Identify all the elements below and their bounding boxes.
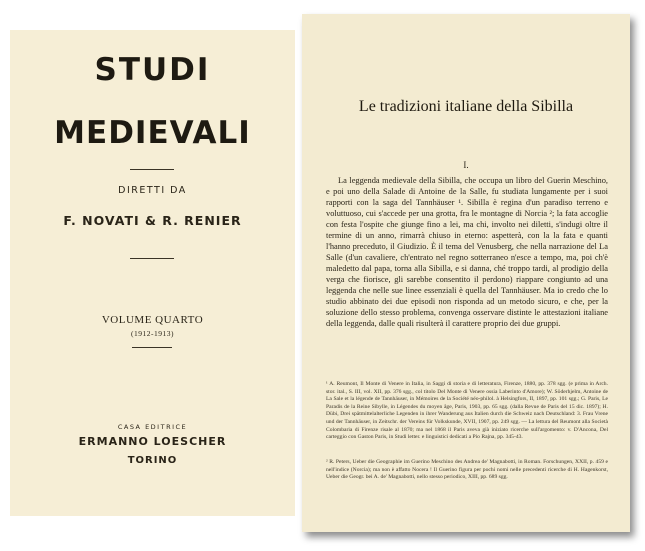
section-number: I. <box>463 160 469 170</box>
article-body-text: La leggenda medievale della Sibilla, che occupa un libro del Guerin Meschino, e poi uno della Salade di Antoine de la Salle, fu studiata lungamente per i suoi rapporti con la saga del Tannhäuser ¹. Sibilla è regina d'un paradiso terreno e voluttuoso, cui s'accede per una grotta, fra le montagne di Norcia ²; la fata accoglie con festa l'ospite che giunge fino a lei, ma chi, involto nei diletti, s'indugi oltre il termine di un anno, rimarrà chiuso in eterno: aspetterà, con la la fata e quanti l'hanno preceduto, il Giudizio. È il tema del Venusberg, che nella narrazione del La Salle (d'un cavaliere, ch'entrato nel regno sotterraneo n'esce a tempo, ma, poi ch'è maledetto dal papa, torna alla Sibilla, e si danna, ché troppo tardi, al prodigio della verga che fiorisce, gli sarebbe consentito il perdono) riappare congiunto ad una leggenda che nelle sue linee essenziali è quella del Tannhäuser. Ma io credo che lo studio abbinato dei due episodi non risponda ad un metodo sicuro, e che, per la soluzione dello stesso problema, convenga osservare distinte le attestazioni italiane della leggenda, dalle quali risulterà il carattere proprio dei due gruppi. <box>326 176 608 328</box>
divider <box>130 169 174 170</box>
title-page <box>10 30 295 516</box>
footnote-1: ¹ A. Reumont, Il Monte di Venere in Italia, in Saggi di storia e di letteratura, Firenze, 1880, pp. 378 sgg. (e prima in Arch. stor. ital., S. III, vol. XII, pp. 376 sgg., col titolo Del Monte di Venere ossia Laberinto d'Amore); W. Söderhjelm, Antoine de La Sale et la légende de Tannhäuser, in Mémoires de la Société néo-philol. à Helsingfors, II, 1897, pp. 101 sgg.; G. Paris, Le Paradis de la Reine Sibylle, in Légendes du moyen âge, Paris, 1903, pp. 65 sgg. (dalla Revue de Paris del 15 dic. 1897); H. Dübi, Drei spätmittelalterliche Legenden in ihrer Wanderung aus Italien durch die Schweiz nach Deutschland: 3. Frau Vrene und der Tannhäuser, in Zeitschr. der Vereins für Volkskunde, XVII, 1907, pp. 249 sgg. — La lettura del Reumont alla Società Colombaria di Firenze risale al 1870; ma nel 1868 il Paris aveva già iniziato ricerche sull'argomento: v. D'Ancona, Del carteggio con Gaston Paris, in Studi letter. e linguistici dedicati a Pio Rajna, pp. 345-43. <box>326 381 608 441</box>
article-page <box>302 14 630 532</box>
directed-by-label: DIRETTI DA <box>118 185 187 196</box>
publisher-label: CASA EDITRICE <box>117 423 188 431</box>
editors-names: F. NOVATI & R. RENIER <box>63 213 242 228</box>
publisher-name: ERMANNO LOESCHER <box>78 435 227 448</box>
divider <box>130 258 174 259</box>
journal-title-line-1: STUDI <box>94 52 211 88</box>
article-body <box>326 175 608 329</box>
publisher-city: TORINO <box>127 455 178 466</box>
article-title: Le tradizioni italiane della Sibilla <box>358 98 574 115</box>
volume-years: (1912-1913) <box>131 329 174 338</box>
volume-label: VOLUME QUARTO <box>101 314 204 326</box>
footnote-2: ² R. Peters, Ueber die Geographie im Guerino Meschino des Andrea de' Magnabotti, in Roman. Forschungen, XXII, p. 459 e nell'indice (Norcia); ma non è affatto Nocera ! Il Guerino figura per pochi nomi nelle precedenti ricerche di H. Hagenkorst, Ueber die Geogr. bei A. de' Magnabotti, nello stesso periodico, XIII, pp. 689 sgg. <box>326 459 608 481</box>
journal-title-line-2: MEDIEVALI <box>54 115 251 151</box>
divider <box>132 347 172 348</box>
